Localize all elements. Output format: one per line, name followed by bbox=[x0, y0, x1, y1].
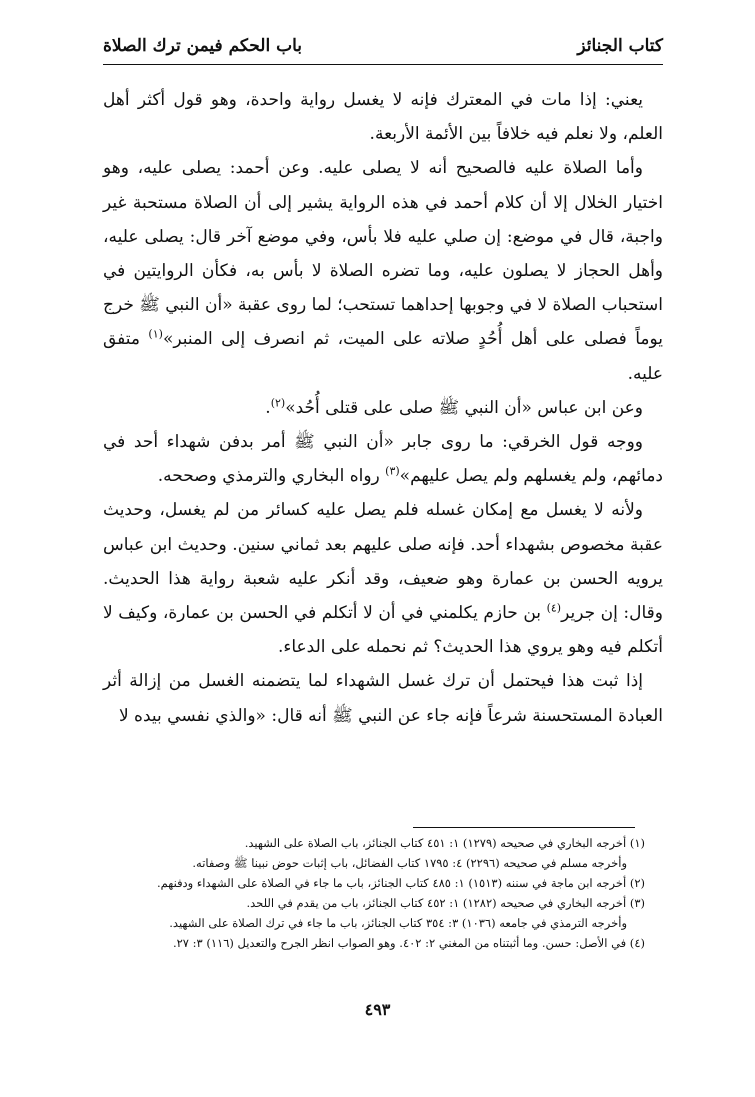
paragraph-text: وعن ابن عباس «أن النبي ﷺ صلى على قتلى أُحُد» bbox=[285, 397, 643, 418]
paragraph-5 bbox=[103, 493, 663, 664]
paragraph-text: ولأنه لا يغسل مع إمكان غسله فلم يصل عليه كسائر من لم يغسل، وحديث عقبة مخصوص بشهداء أحد. فإنه صلى عليهم بعد ثماني سنين. وحديث ابن عباس يرويه الحسن بن عمارة وهو ضعيف، وقد أنكر عليه شعبة رواية هذا الحديث. وقال: إن جرير bbox=[103, 500, 663, 624]
footnote-divider bbox=[413, 827, 635, 828]
footnote-1-cont: وأخرجه مسلم في صحيحه (٢٢٩٦) ٤: ١٧٩٥ كتاب الفضائل، باب إثبات حوض نبينا ﷺ وصفاته. bbox=[192, 856, 627, 870]
paragraph-text: يعني: إذا مات في المعترك فإنه لا يغسل رواية واحدة، وهو قول أكثر أهل العلم، ولا نعلم فيه خلافاً بين الأئمة الأربعة. bbox=[103, 90, 663, 145]
paragraph-3 bbox=[103, 391, 663, 425]
paragraph-tail: بن حازم يكلمني في أن لا أتكلم في الحسن بن عمارة، وكيف لا أتكلم فيه وهو يروي هذا الحديث؟ ثم نحمله على الدعاء. bbox=[103, 603, 663, 658]
paragraph-2 bbox=[103, 151, 663, 390]
running-header bbox=[103, 26, 663, 56]
footnote-4: (٤) في الأصل: حسن. وما أثبتناه من المغني ٢: ٤٠٢. وهو الصواب انظر الجرح والتعديل (١١٦) ٣: ٢٧. bbox=[172, 936, 645, 950]
paragraph-text: وأما الصلاة عليه فالصحيح أنه لا يصلى عليه. وعن أحمد: يصلى عليه، وهو اختيار الخلال إلا أن كلام أحمد في هذه الرواية يشير إلى أن الصلاة مستحبة غير واجبة، قال في موضع: إن صلي عليه فلا بأس، وفي موضع آخر قال: يصلى عليه، وأهل الحجاز لا يصلون عليه، وما تضره الصلاة لا بأس به، فكأن الروايتين في استحباب الصلاة لا في وجوبها إحداهما تستحب؛ لما روى عقبة «أن النبي ﷺ خرج يوماً فصلى على أهل أُحُدٍ صلاته على الميت، ثم انصرف إلى المنبر» bbox=[103, 158, 663, 350]
paragraph-tail: متفق عليه. bbox=[103, 329, 663, 384]
paragraph-tail: رواه البخاري والترمذي وصححه. bbox=[157, 466, 386, 487]
header-divider bbox=[103, 64, 663, 65]
paragraph-1 bbox=[103, 83, 663, 151]
page-number: ٤٩٣ bbox=[364, 1000, 391, 1019]
paragraph-text: ووجه قول الخرقي: ما روى جابر «أن النبي ﷺ أمر بدفن شهداء أحد في دمائهم، ولم يغسلهم ولم يصل عليهم» bbox=[103, 432, 663, 487]
footnote-3-cont: وأخرجه الترمذي في جامعه (١٠٣٦) ٣: ٣٥٤ كتاب الجنائز، باب ما جاء في ترك الصلاة على الشهيد. bbox=[169, 916, 627, 930]
paragraph-text: إذا ثبت هذا فيحتمل أن ترك غسل الشهداء لما يتضمنه الغسل من إزالة أثر العبادة المستحسنة شرعاً فإنه جاء عن النبي ﷺ أنه قال: «والذي نفسي بيده لا bbox=[103, 671, 663, 726]
paragraph-6 bbox=[103, 664, 663, 732]
footnotes bbox=[103, 833, 645, 953]
paragraph-tail: . bbox=[265, 397, 271, 418]
header-chapter-title: باب الحكم فيمن ترك الصلاة bbox=[103, 36, 303, 56]
footnote-3: (٣) أخرجه البخاري في صحيحه (١٢٨٢) ١: ٤٥٢ كتاب الجنائز، باب من يقدم في اللحد. bbox=[246, 896, 645, 910]
main-text bbox=[103, 83, 663, 733]
footnote-ref-1: (١) bbox=[148, 327, 163, 341]
footnote-ref-4: (٤) bbox=[546, 601, 562, 615]
header-book-title: كتاب الجنائز bbox=[577, 36, 663, 56]
paragraph-4 bbox=[103, 425, 663, 493]
footnote-ref-3: (٣) bbox=[385, 464, 400, 478]
footnote-ref-2: (٢) bbox=[270, 396, 286, 410]
footnote-2: (٢) أخرجه ابن ماجة في سننه (١٥١٣) ١: ٤٨٥ كتاب الجنائز، باب ما جاء في الصلاة على الشهداء ودفنهم. bbox=[156, 876, 645, 890]
footnote-1: (١) أخرجه البخاري في صحيحه (١٢٧٩) ١: ٤٥١ كتاب الجنائز، باب الصلاة على الشهيد. bbox=[244, 836, 645, 850]
